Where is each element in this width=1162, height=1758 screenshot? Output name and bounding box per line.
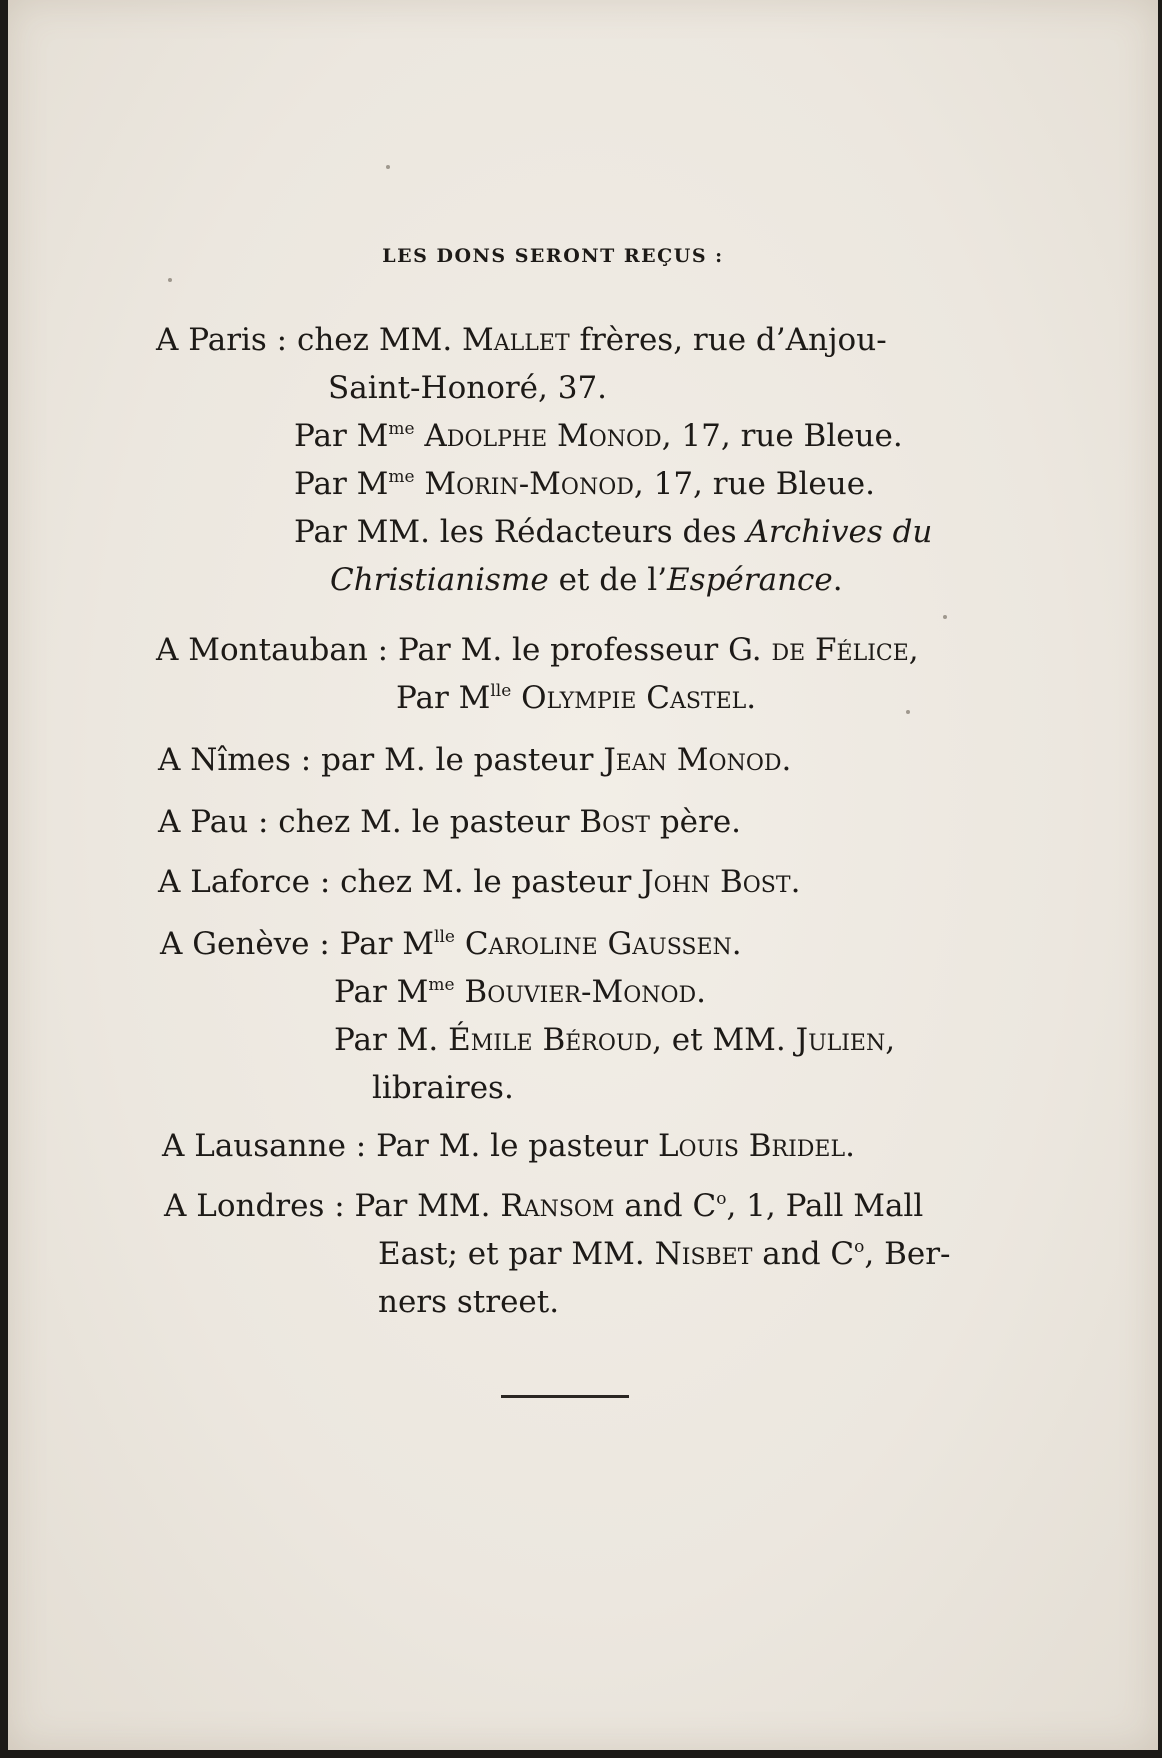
- text: Par M.: [334, 1022, 449, 1058]
- text: A Lausanne : Par M. le pasteur: [162, 1128, 658, 1164]
- laforce-line: [158, 862, 800, 902]
- text: ,: [908, 632, 919, 668]
- text: Par M: [294, 466, 389, 502]
- geneve-line-1: [160, 924, 742, 964]
- paris-line-4: [294, 464, 875, 504]
- text: A Nîmes : par M. le pasteur: [158, 742, 604, 778]
- superscript: me: [388, 419, 415, 439]
- text: , Ber-: [864, 1236, 951, 1272]
- name-jean-monod: Jean Monod: [603, 742, 782, 778]
- text: East; et par MM.: [378, 1236, 655, 1272]
- text: , 17, rue Bleue.: [633, 466, 875, 502]
- text: and C: [614, 1188, 717, 1224]
- paper-speck: [386, 165, 390, 169]
- paper-speck: [906, 710, 910, 714]
- paris-line-5: [294, 512, 932, 552]
- superscript: o: [854, 1237, 865, 1257]
- paris-line-2: Saint-Honoré, 37.: [328, 370, 608, 406]
- superscript: lle: [490, 681, 512, 701]
- name-de-felice: de Félice: [771, 632, 909, 668]
- geneve-line-3: [334, 1020, 895, 1060]
- name-adolphe-monod: Adolphe Monod: [414, 418, 662, 454]
- name-nisbet: Nisbet: [654, 1236, 753, 1272]
- name-bouvier-monod: Bouvier-Monod: [454, 974, 697, 1010]
- text: .: [845, 1128, 855, 1164]
- paris-line-6: [330, 560, 843, 600]
- name-olympie-castel: Olympie Castel: [511, 680, 747, 716]
- superscript: o: [716, 1189, 727, 1209]
- text: , 1, Pall Mall: [726, 1188, 924, 1224]
- name-emile-beroud: Émile Béroud: [448, 1022, 653, 1058]
- text: , 17, rue Bleue.: [661, 418, 903, 454]
- name-caroline-gaussen: Caroline Gaussen: [454, 926, 732, 962]
- text: Par MM. les Rédacteurs des: [294, 514, 747, 550]
- superscript: me: [388, 467, 415, 487]
- page-heading: LES DONS SERONT REÇUS :: [382, 245, 724, 267]
- title-archives: Archives du: [746, 514, 933, 550]
- text: père.: [649, 804, 742, 840]
- closing-rule: [501, 1395, 629, 1398]
- superscript: me: [428, 975, 455, 995]
- text: ,: [885, 1022, 896, 1058]
- lausanne-line: [162, 1126, 855, 1166]
- name-john-bost: John Bost: [641, 864, 791, 900]
- nimes-line: [158, 740, 791, 780]
- text: A Paris : chez MM.: [156, 322, 463, 358]
- text: .: [731, 926, 742, 962]
- montauban-line-1: [156, 630, 919, 670]
- londres-line-2: [378, 1234, 951, 1274]
- pau-line: [158, 802, 741, 842]
- text: Par M: [334, 974, 429, 1010]
- text: A Londres : Par MM.: [164, 1188, 501, 1224]
- geneve-line-4: libraires.: [372, 1070, 514, 1106]
- text: A Laforce : chez M. le pasteur: [158, 864, 642, 900]
- text: , et MM.: [652, 1022, 796, 1058]
- text: frères, rue d’Anjou-: [569, 322, 887, 358]
- text: and C: [752, 1236, 855, 1272]
- londres-line-1: [164, 1186, 923, 1226]
- text: Par M: [396, 680, 491, 716]
- text: .: [781, 742, 792, 778]
- paper-speck: [168, 278, 172, 282]
- paris-line-1: [156, 320, 887, 360]
- title-christianisme: Christianisme: [330, 562, 549, 598]
- paris-line-3: [294, 416, 903, 456]
- text: .: [790, 864, 801, 900]
- text: et de l’: [548, 562, 668, 598]
- text: A Genève : Par M: [160, 926, 435, 962]
- londres-line-3: ners street.: [378, 1284, 560, 1320]
- name-morin-monod: Morin-Monod: [414, 466, 634, 502]
- title-esperance: Espérance: [667, 562, 833, 598]
- name-bost: Bost: [579, 804, 650, 840]
- text: .: [696, 974, 707, 1010]
- text: A Pau : chez M. le pasteur: [158, 804, 580, 840]
- name-mallet: Mallet: [462, 322, 570, 358]
- text: .: [832, 562, 843, 598]
- name-julien: Julien: [795, 1022, 886, 1058]
- geneve-line-2: [334, 972, 706, 1012]
- name-ransom: Ransom: [500, 1188, 615, 1224]
- montauban-line-2: [396, 678, 756, 718]
- paper-speck: [943, 615, 947, 619]
- text: A Montauban : Par M. le professeur G.: [156, 632, 772, 668]
- book-page: [8, 0, 1158, 1750]
- text: .: [746, 680, 757, 716]
- text: Par M: [294, 418, 389, 454]
- name-louis-bridel: Louis Bridel: [657, 1128, 846, 1164]
- superscript: lle: [434, 927, 455, 947]
